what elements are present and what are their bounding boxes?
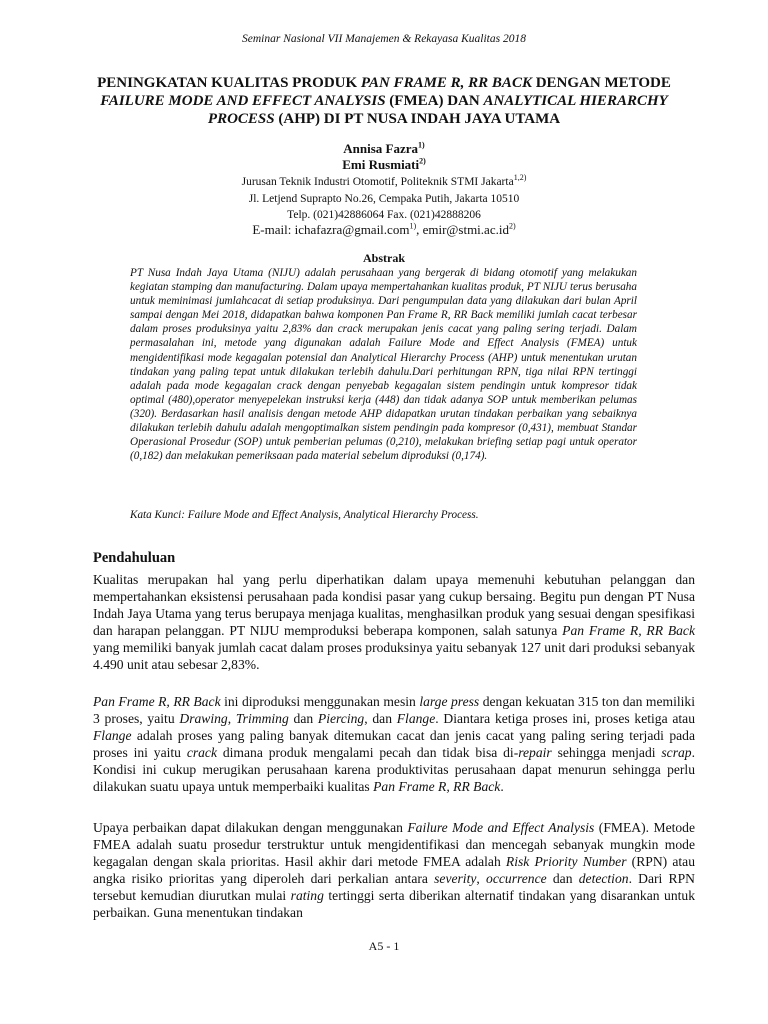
italic-run: severity [434, 871, 477, 886]
text-run: tertinggi serta diberikan alternatif tindakan yang disarankan untuk perbaikan. Guna menentukan tindakan [93, 888, 695, 920]
italic-run: Flange [93, 728, 132, 743]
author-sup: 1) [418, 140, 425, 150]
title-part: PENINGKATAN KUALITAS PRODUK [97, 75, 361, 91]
title-part: (AHP) DI PT NUSA INDAH JAYA UTAMA [274, 111, 561, 127]
author [0, 157, 768, 173]
italic-run: Risk Priority Number [505, 854, 627, 869]
title-part: FAILURE MODE AND EFFECT ANALYSIS [100, 93, 386, 109]
body-paragraph [93, 819, 695, 921]
affiliation-email [0, 222, 768, 238]
title-part: (FMEA) DAN [385, 93, 484, 109]
email-2: , emir@stmi.ac.id [416, 222, 509, 237]
affiliation-dept [0, 174, 768, 191]
email-1-sup: 1) [409, 221, 417, 231]
author-name: Annisa Fazra [343, 141, 419, 156]
text-run: yang memiliki banyak jumlah cacat dalam proses produksinya yaitu sebanyak 127 unit dari produksi sebanyak 4.490 unit atau sebesar 2,83%. [93, 640, 695, 672]
abstract-text: PT Nusa Indah Jaya Utama (NIJU) adalah perusahaan yang bergerak di bidang otomotif yang melakukan kegiatan stamping dan manufacturing. Dalam upaya mempertahankan kualitas produk, PT NIJU terus berusaha untuk meminimasi jumlahcacat di setiap produksinya. Dari pengumpulan data yang dilakukan dari bulan April sampai dengan Mei 2018, didapatkan bahwa komponen Pan Frame R, RR Back memiliki jumlah cacat terbesar dalam proses produksinya yaitu 2,83% dan crack merupakan jenis cacat yang paling sering terjadi. Dalam permasalahan ini, metode yang digunakan adalah Failure Mode and Effect Analysis (FMEA) untuk mengidentifikasi mode kegagalan potensial dan Analytical Hierarchy Process (AHP) untuk menentukan urutan tindakan yang paling tepat untuk dilakukan terlebih dahulu.Dari perhitungan RPN, tiga nilai RPN tertinggi adalah pada mode kegagalan crack dengan penyebab kegagalan sistem pendingin untuk kompresor tidak optimal (480),operator menyepelekan instruksi kerja (448) dan tidak adanya SOP untuk memberikan pelumas (320). Berdasarkan hasil analisis dengan metode AHP didapatkan urutan tindakan perbaikan yang sebaiknya dilakukan terlebih dahulu adalah mengoptimalkan sistem pendingin pada kompresor (0,431), membuat Standar Operasional Prosedur (SOP) untuk pemberian pelumas (0,210), melakukan briefing setiap pagi untuk operator (0,182) dan melakukan pemeriksaan pada material sebelum diproduksi (0,174). [130, 267, 637, 463]
italic-run: Trimming [235, 711, 289, 726]
body-paragraph [93, 571, 695, 673]
italic-run: large press [419, 694, 480, 709]
text-run: , [227, 711, 236, 726]
italic-run: Pan Frame R, RR Back [373, 779, 501, 794]
text-run: adalah proses yang paling banyak ditemukan cacat dan jenis cacat yang paling sering terjadi pada proses ini yaitu [93, 728, 695, 760]
abstract-heading: Abstrak [362, 251, 405, 265]
text-run: Upaya perbaikan dapat dilakukan dengan menggunakan [93, 820, 408, 835]
italic-run: crack [186, 745, 218, 760]
paper-title [70, 74, 698, 128]
italic-run: detection [578, 871, 629, 886]
text-run: dengan kekuatan 315 ton dan memiliki 3 proses, yaitu [93, 694, 695, 726]
text-run: , dan [364, 711, 397, 726]
text-run: . Dari RPN tersebut kemudian diurutkan mulai [93, 871, 695, 903]
email-2-sup: 2) [508, 221, 516, 231]
text-run: (RPN) atau angka risiko prioritas yang diperoleh dari perkalian antara [93, 854, 695, 886]
author-sup: 2) [419, 156, 426, 166]
title-part: PAN FRAME R, RR BACK [360, 75, 532, 91]
italic-run: Piercing [317, 711, 365, 726]
text-run: . Kondisi ini cukup merugikan perusahaan karena produktivitas perusahaan dapat menurun sehingga perlu dilakukan suatu upaya untuk memperbaiki kualitas [93, 745, 695, 794]
text-run: ini diproduksi menggunakan mesin [220, 694, 420, 709]
body-paragraph [93, 693, 695, 795]
affiliation [0, 174, 768, 224]
italic-run: scrap [661, 745, 692, 760]
text-run: dan [546, 871, 579, 886]
title-part: PROCESS [207, 111, 275, 127]
title-part: ANALYTICAL HIERARCHY [483, 93, 668, 109]
dept-text: Jurusan Teknik Industri Otomotif, Politeknik STMI Jakarta [241, 176, 514, 188]
page-number: A5 - 1 [368, 939, 400, 953]
email-1: E-mail: ichafazra@gmail.com [252, 222, 410, 237]
italic-run: Pan Frame R, RR Back [93, 694, 221, 709]
text-run: , [476, 871, 487, 886]
keywords: Kata Kunci: Failure Mode and Effect Analysis, Analytical Hierarchy Process. [130, 509, 479, 521]
section-heading: Pendahuluan [93, 550, 176, 566]
text-run: dan [288, 711, 318, 726]
italic-run: Failure Mode and Effect Analysis [407, 820, 595, 835]
author-name: Emi Rusmiati [342, 157, 420, 172]
italic-run: occurrence [486, 871, 547, 886]
text-run: . [500, 779, 504, 794]
italic-run: Flange [396, 711, 436, 726]
affiliation-address: Jl. Letjend Suprapto No.26, Cempaka Putih, Jakarta 10510 [248, 192, 520, 205]
text-run: (FMEA). Metode FMEA adalah suatu prosedur terstruktur untuk mengidentifikasi dan mencegah sebanyak mungkin mode kegagalan dengan skala prioritas. Hasil akhir dari metode FMEA adalah [93, 820, 696, 869]
dept-sup: 1,2) [513, 173, 527, 183]
italic-run: repair [518, 745, 552, 760]
author-list [0, 141, 768, 173]
text-run: dimana produk mengalami pecah dan tidak bisa di- [217, 745, 519, 760]
italic-run: rating [290, 888, 324, 903]
title-part: DENGAN METODE [531, 75, 671, 91]
italic-run: Pan Frame R, RR Back [562, 623, 695, 638]
italic-run: Drawing [179, 711, 228, 726]
text-run: sehingga menjadi [551, 745, 662, 760]
text-run: Kualitas merupakan hal yang perlu diperhatikan dalam upaya memenuhi kebutuhan pelanggan dan mempertahankan eksistensi perusahaan pada kondisi pasar yang cukup bersaing. Begitu pun dengan PT Nusa Indah Jaya Utama yang terus berupaya menjaga kualitas, menghasilkan produk yang sesuai dengan spesifikasi dan harapan pelanggan. PT NIJU memproduksi beberapa komponen, salah satunya [93, 572, 695, 638]
running-header: Seminar Nasional VII Manajemen & Rekayasa Kualitas 2018 [242, 33, 526, 45]
author [0, 141, 768, 157]
text-run: . Diantara ketiga proses ini, proses ketiga atau [435, 711, 695, 726]
affiliation-phone: Telp. (021)42886064 Fax. (021)42888206 [287, 209, 481, 221]
